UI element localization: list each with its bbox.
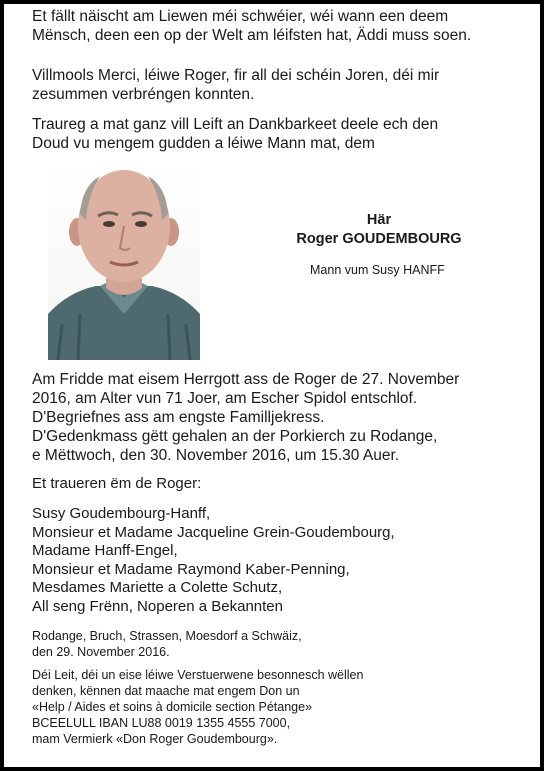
portrait-photo (48, 164, 200, 360)
thanks-paragraph: Villmools Merci, léiwe Roger, fir all dei schéin Joren, déi mir zesummen verbréngen konnten. (32, 67, 440, 103)
place-date: Rodange, Bruch, Strassen, Moesdorf a Schwäiz, den 29. November 2016. (32, 629, 302, 659)
list-item: Monsieur et Madame Raymond Kaber-Penning, (32, 560, 350, 578)
list-item: Susy Goudembourg-Hanff, (32, 505, 211, 522)
spouse-line: Mann vum Susy HANFF (310, 263, 445, 277)
donation-paragraph: Déi Leit, déi un eise léiwe Verstuerwene besonnesch wëllen denken, kënnen dat maache mat engem Don un «Help / Aides et soins à domicile section Pétange» BCEELULL IBAN LU88 0019 1355 4555 7000, mam Vermierk «Don Roger Goudembourg». (32, 668, 364, 746)
intro-paragraph: Et fällt näischt am Liewen méi schwéier, wéi wann een deem Mënsch, deen een op der Welt am léifsten hat, Äddi muss soen. (32, 8, 472, 44)
list-item: Madame Hanff-Engel, (32, 542, 178, 559)
list-item: All seng Frënn, Noperen a Bekannten (32, 597, 283, 615)
mourners-list (32, 505, 395, 616)
details-paragraph: Am Fridde mat eisem Herrgott ass de Roger de 27. November 2016, am Alter vun 71 Joer, am Escher Spidol entschlof. D'Begriefnes ass am engste Famillјekress. D'Gedenkmass gëtt gehalen an der Porkierch zu Rodange, e Mëttwoch, den 30. November 2016, um 15.30 Auer. (32, 371, 460, 464)
portrait-illustration (48, 164, 200, 360)
deceased-name-block (294, 211, 464, 249)
list-item: Mesdames Mariette a Colette Schutz, (32, 579, 283, 596)
deceased-name: Roger GOUDEMBOURG (296, 231, 462, 247)
honorific: Här (366, 212, 392, 228)
mourners-heading: Et traueren ëm de Roger: (32, 475, 202, 492)
list-item: Monsieur et Madame Jacqueline Grein-Goudembourg, (32, 523, 395, 541)
announcement-paragraph: Traureg a mat ganz vill Leift an Dankbarkeet deele ech den Doud vu mengem gudden a léiwe Mann mat, dem (32, 116, 439, 152)
